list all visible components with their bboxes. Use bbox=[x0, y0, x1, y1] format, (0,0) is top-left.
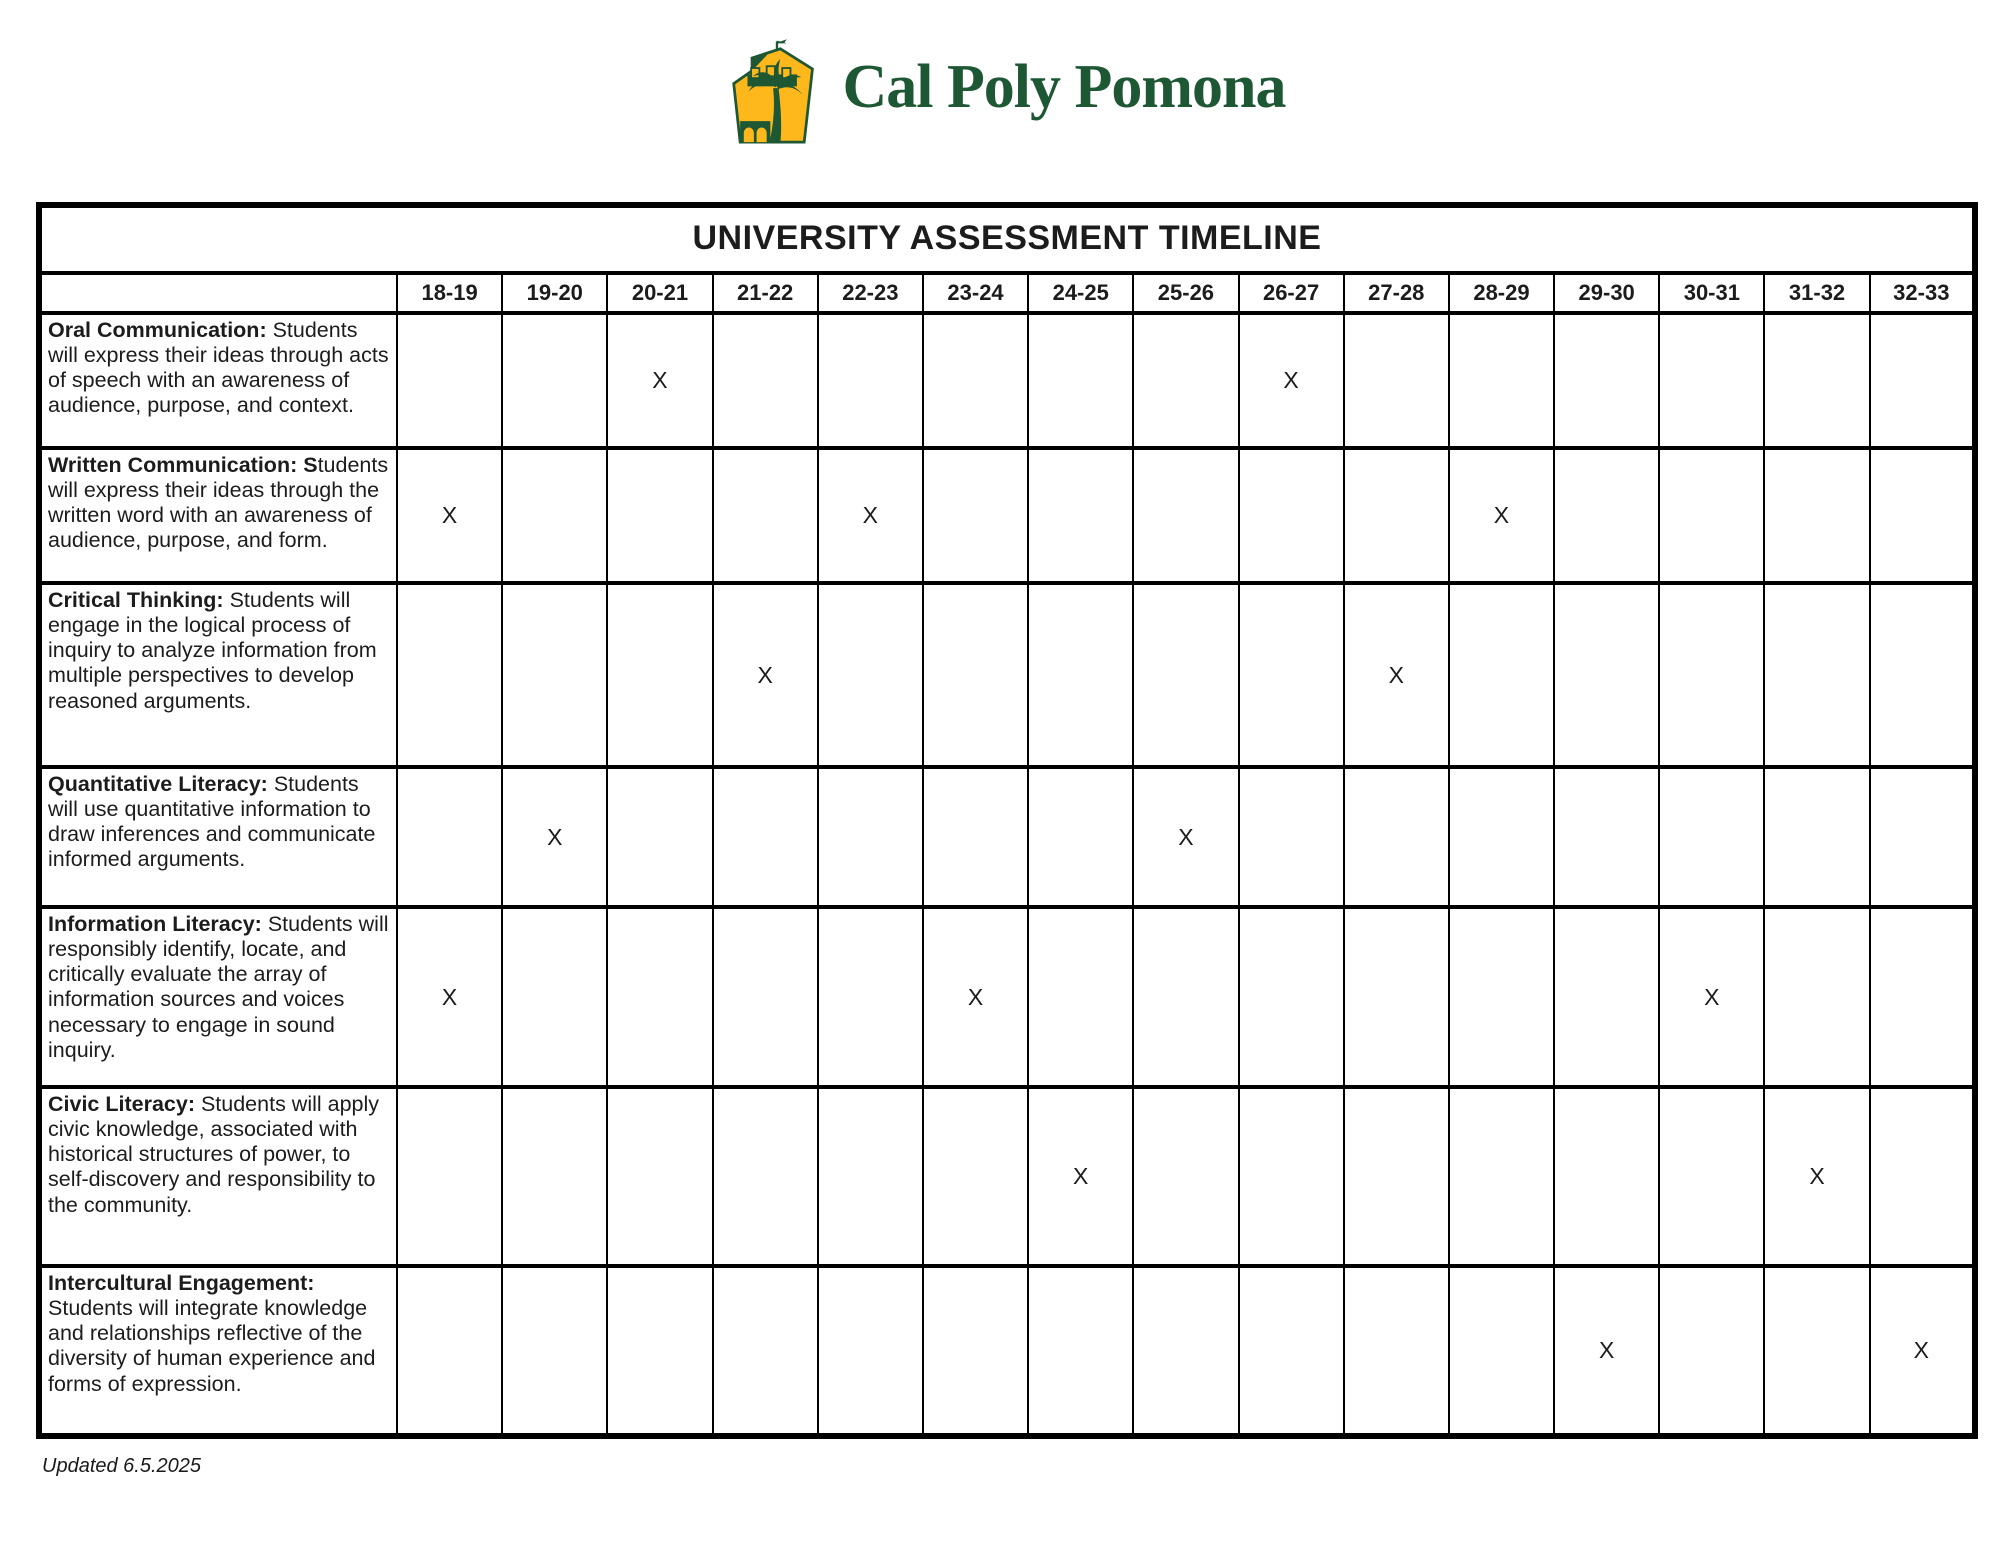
empty-year-cell bbox=[713, 767, 818, 907]
empty-year-cell bbox=[923, 1087, 1028, 1266]
outcome-description-cell: Critical Thinking: Students will engage in the logical process of inquiry to analyze information from multiple perspectives to develop reasoned arguments. bbox=[39, 583, 397, 767]
empty-year-cell bbox=[1554, 583, 1659, 767]
outcome-label: Information Literacy: bbox=[48, 912, 262, 936]
assessment-mark-cell: X bbox=[1344, 583, 1449, 767]
outcome-row bbox=[39, 907, 1975, 1087]
year-header: 23-24 bbox=[923, 273, 1028, 313]
empty-year-cell bbox=[1133, 313, 1238, 448]
empty-year-cell bbox=[713, 1087, 818, 1266]
empty-year-cell bbox=[1133, 1266, 1238, 1436]
empty-year-cell bbox=[397, 313, 502, 448]
assessment-mark-cell: X bbox=[397, 907, 502, 1087]
year-header: 29-30 bbox=[1554, 273, 1659, 313]
empty-year-cell bbox=[1449, 1087, 1554, 1266]
empty-year-cell bbox=[1659, 313, 1764, 448]
year-header: 25-26 bbox=[1133, 273, 1238, 313]
empty-year-cell bbox=[397, 583, 502, 767]
empty-year-cell bbox=[1659, 1087, 1764, 1266]
assessment-mark-cell: X bbox=[1239, 313, 1344, 448]
outcome-description-cell: Oral Communication: Students will express their ideas through acts of speech with an awareness of audience, purpose, and context. bbox=[39, 313, 397, 448]
year-header: 32-33 bbox=[1870, 273, 1975, 313]
assessment-mark-cell: X bbox=[502, 767, 607, 907]
updated-note: Updated 6.5.2025 bbox=[42, 1455, 202, 1477]
cal-poly-pomona-shield-icon bbox=[728, 36, 820, 144]
empty-year-cell bbox=[713, 448, 818, 583]
outcome-label: Oral Communication: bbox=[48, 318, 267, 342]
year-header: 26-27 bbox=[1239, 273, 1344, 313]
empty-year-cell bbox=[607, 1087, 712, 1266]
empty-year-cell bbox=[607, 448, 712, 583]
empty-year-cell bbox=[1554, 767, 1659, 907]
empty-year-cell bbox=[1449, 767, 1554, 907]
assessment-mark-cell: X bbox=[713, 583, 818, 767]
empty-year-cell bbox=[1028, 448, 1133, 583]
assessment-timeline-table bbox=[36, 202, 1978, 1439]
empty-year-cell bbox=[1449, 907, 1554, 1087]
assessment-mark-cell: X bbox=[397, 448, 502, 583]
year-header: 28-29 bbox=[1449, 273, 1554, 313]
year-header: 30-31 bbox=[1659, 273, 1764, 313]
brand-wordmark: Cal Poly Pomona bbox=[842, 53, 1286, 121]
empty-year-cell bbox=[1344, 907, 1449, 1087]
empty-year-cell bbox=[1449, 1266, 1554, 1436]
empty-year-cell bbox=[607, 907, 712, 1087]
empty-year-cell bbox=[1344, 313, 1449, 448]
empty-year-cell bbox=[1870, 313, 1975, 448]
outcome-description-cell: Civic Literacy: Students will apply civic knowledge, associated with historical structures of power, to self-discovery and responsibility to the community. bbox=[39, 1087, 397, 1266]
empty-year-cell bbox=[1764, 1266, 1869, 1436]
empty-year-cell bbox=[502, 1266, 607, 1436]
empty-year-cell bbox=[1764, 767, 1869, 907]
empty-year-cell bbox=[1659, 448, 1764, 583]
year-header: 18-19 bbox=[397, 273, 502, 313]
empty-year-cell bbox=[713, 313, 818, 448]
empty-year-cell bbox=[1449, 313, 1554, 448]
empty-year-cell bbox=[818, 1087, 923, 1266]
empty-year-cell bbox=[1764, 313, 1869, 448]
empty-year-cell bbox=[1659, 583, 1764, 767]
timeline-body bbox=[39, 313, 1975, 1436]
empty-year-cell bbox=[397, 1266, 502, 1436]
year-header-row bbox=[39, 273, 1975, 313]
empty-year-cell bbox=[1239, 448, 1344, 583]
empty-year-cell bbox=[1870, 448, 1975, 583]
empty-year-cell bbox=[923, 767, 1028, 907]
outcome-description-cell: Information Literacy: Students will responsibly identify, locate, and critically evaluate the array of information sources and voices necessary to engage in sound inquiry. bbox=[39, 907, 397, 1087]
empty-year-cell bbox=[1133, 583, 1238, 767]
outcome-label: Written Communication: S bbox=[48, 453, 318, 477]
arches-icon bbox=[741, 121, 771, 142]
empty-year-cell bbox=[1870, 767, 1975, 907]
year-header: 27-28 bbox=[1344, 273, 1449, 313]
empty-year-cell bbox=[502, 1087, 607, 1266]
empty-year-cell bbox=[818, 1266, 923, 1436]
empty-year-cell bbox=[923, 583, 1028, 767]
outcome-row bbox=[39, 583, 1975, 767]
empty-year-cell bbox=[713, 1266, 818, 1436]
empty-year-cell bbox=[1870, 907, 1975, 1087]
empty-year-cell bbox=[1764, 583, 1869, 767]
empty-year-cell bbox=[1239, 1266, 1344, 1436]
assessment-mark-cell: X bbox=[607, 313, 712, 448]
empty-year-cell bbox=[923, 448, 1028, 583]
empty-year-cell bbox=[1133, 907, 1238, 1087]
assessment-mark-cell: X bbox=[1133, 767, 1238, 907]
assessment-mark-cell: X bbox=[1870, 1266, 1975, 1436]
empty-year-cell bbox=[502, 448, 607, 583]
empty-year-cell bbox=[1344, 448, 1449, 583]
year-header: 20-21 bbox=[607, 273, 712, 313]
empty-year-cell bbox=[1344, 1087, 1449, 1266]
title-row bbox=[39, 205, 1975, 273]
empty-year-cell bbox=[1133, 1087, 1238, 1266]
empty-year-cell bbox=[818, 313, 923, 448]
empty-year-cell bbox=[1028, 907, 1133, 1087]
assessment-mark-cell: X bbox=[1449, 448, 1554, 583]
empty-year-cell bbox=[818, 907, 923, 1087]
empty-year-cell bbox=[607, 1266, 712, 1436]
empty-year-cell bbox=[397, 1087, 502, 1266]
empty-year-cell bbox=[713, 907, 818, 1087]
empty-year-cell bbox=[1870, 1087, 1975, 1266]
empty-year-cell bbox=[1344, 767, 1449, 907]
outcome-row bbox=[39, 448, 1975, 583]
empty-year-cell bbox=[1659, 1266, 1764, 1436]
empty-year-cell bbox=[923, 313, 1028, 448]
empty-year-cell bbox=[1239, 907, 1344, 1087]
empty-year-cell bbox=[502, 907, 607, 1087]
outcome-label: Civic Literacy: bbox=[48, 1092, 195, 1116]
year-header: 22-23 bbox=[818, 273, 923, 313]
empty-year-cell bbox=[818, 583, 923, 767]
empty-year-cell bbox=[502, 583, 607, 767]
empty-year-cell bbox=[1764, 448, 1869, 583]
year-header: 31-32 bbox=[1764, 273, 1869, 313]
empty-year-cell bbox=[1554, 448, 1659, 583]
outcome-description-cell: Written Communication: Students will express their ideas through the written word with an awareness of audience, purpose, and form. bbox=[39, 448, 397, 583]
empty-year-cell bbox=[1028, 313, 1133, 448]
year-header: 24-25 bbox=[1028, 273, 1133, 313]
empty-year-cell bbox=[1659, 767, 1764, 907]
outcome-row bbox=[39, 767, 1975, 907]
empty-year-cell bbox=[1133, 448, 1238, 583]
empty-year-cell bbox=[1239, 1087, 1344, 1266]
empty-year-cell bbox=[1344, 1266, 1449, 1436]
empty-year-cell bbox=[1028, 767, 1133, 907]
empty-year-cell bbox=[1239, 583, 1344, 767]
year-header: 21-22 bbox=[713, 273, 818, 313]
empty-year-cell bbox=[607, 767, 712, 907]
corner-cell bbox=[39, 273, 397, 313]
empty-year-cell bbox=[818, 767, 923, 907]
assessment-mark-cell: X bbox=[1659, 907, 1764, 1087]
brand-header bbox=[0, 0, 2014, 146]
empty-year-cell bbox=[607, 583, 712, 767]
empty-year-cell bbox=[397, 767, 502, 907]
empty-year-cell bbox=[1554, 907, 1659, 1087]
empty-year-cell bbox=[1028, 583, 1133, 767]
empty-year-cell bbox=[1764, 907, 1869, 1087]
empty-year-cell bbox=[1554, 1087, 1659, 1266]
outcome-row bbox=[39, 1087, 1975, 1266]
empty-year-cell bbox=[1870, 583, 1975, 767]
assessment-mark-cell: X bbox=[1764, 1087, 1869, 1266]
outcome-label: Quantitative Literacy: bbox=[48, 772, 268, 796]
empty-year-cell bbox=[502, 313, 607, 448]
assessment-mark-cell: X bbox=[818, 448, 923, 583]
assessment-mark-cell: X bbox=[923, 907, 1028, 1087]
year-header: 19-20 bbox=[502, 273, 607, 313]
outcome-row bbox=[39, 313, 1975, 448]
empty-year-cell bbox=[1449, 583, 1554, 767]
empty-year-cell bbox=[1028, 1266, 1133, 1436]
assessment-mark-cell: X bbox=[1554, 1266, 1659, 1436]
outcome-description-cell: Intercultural Engagement: Students will integrate knowledge and relationships reflective of the diversity of human experience and forms of expression. bbox=[39, 1266, 397, 1436]
empty-year-cell bbox=[1554, 313, 1659, 448]
empty-year-cell bbox=[1239, 767, 1344, 907]
assessment-mark-cell: X bbox=[1028, 1087, 1133, 1266]
outcome-label: Critical Thinking: bbox=[48, 588, 224, 612]
outcome-description-cell: Quantitative Literacy: Students will use quantitative information to draw inferences and communicate informed arguments. bbox=[39, 767, 397, 907]
outcome-row bbox=[39, 1266, 1975, 1436]
page-title: UNIVERSITY ASSESSMENT TIMELINE bbox=[39, 205, 1975, 273]
outcome-label: Intercultural Engagement: bbox=[48, 1271, 315, 1295]
empty-year-cell bbox=[923, 1266, 1028, 1436]
